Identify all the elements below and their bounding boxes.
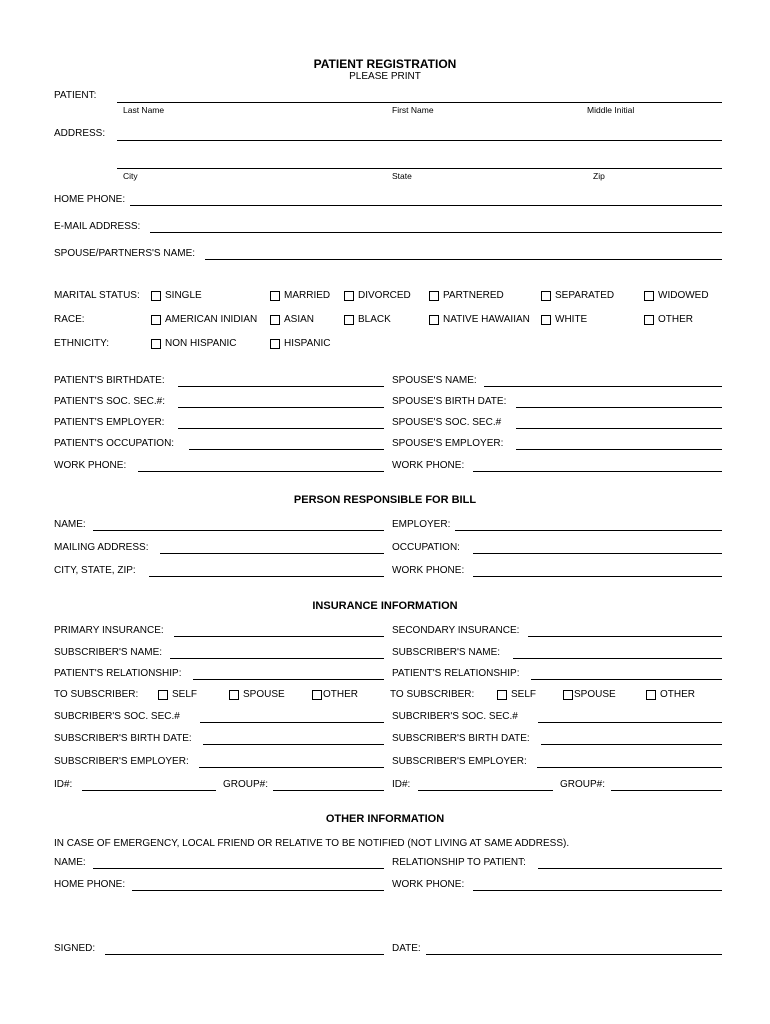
spouse-ssn-field[interactable] — [516, 428, 722, 429]
responsible-work-phone-label: WORK PHONE: — [392, 565, 465, 576]
home-phone-label: HOME PHONE: — [54, 194, 126, 205]
option-married: MARRIED — [284, 290, 331, 301]
emergency-relationship-label: RELATIONSHIP TO PATIENT: — [392, 857, 526, 868]
responsible-heading: PERSON RESPONSIBLE FOR BILL — [293, 494, 477, 506]
option-widowed: WIDOWED — [658, 290, 709, 301]
secondary-id-field[interactable] — [418, 790, 553, 791]
option-secondary-spouse: SPOUSE — [574, 689, 616, 700]
option-primary-spouse: SPOUSE — [243, 689, 285, 700]
checkbox-native-hawaiian[interactable] — [429, 315, 439, 325]
secondary-id-label: ID#: — [392, 779, 411, 790]
secondary-employer-field[interactable] — [537, 767, 722, 768]
checkbox-black[interactable] — [344, 315, 354, 325]
insurance-heading: INSURANCE INFORMATION — [312, 600, 458, 612]
primary-subscriber-name-label: SUBSCRIBER'S NAME: — [54, 647, 163, 658]
patient-ssn-label: PATIENT'S SOC. SEC.#: — [54, 396, 166, 407]
secondary-subscriber-name-field[interactable] — [513, 658, 722, 659]
spouse-ssn-label: SPOUSE'S SOC. SEC.# — [392, 417, 502, 428]
emergency-work-phone-label: WORK PHONE: — [392, 879, 465, 890]
patient-work-phone-label: WORK PHONE: — [54, 460, 127, 471]
checkbox-married[interactable] — [270, 291, 280, 301]
ethnicity-label: ETHNICITY: — [54, 338, 110, 349]
responsible-occupation-label: OCCUPATION: — [392, 542, 460, 553]
patient-ssn-field[interactable] — [178, 407, 384, 408]
option-native-hawaiian: NATIVE HAWAIIAN — [443, 314, 530, 325]
checkbox-divorced[interactable] — [344, 291, 354, 301]
primary-subscriber-name-field[interactable] — [170, 658, 384, 659]
option-secondary-self: SELF — [511, 689, 537, 700]
responsible-employer-field[interactable] — [455, 530, 722, 531]
spouse-work-phone-label: WORK PHONE: — [392, 460, 465, 471]
spouse-birthdate-label: SPOUSE'S BIRTH DATE: — [392, 396, 507, 407]
checkbox-asian[interactable] — [270, 315, 280, 325]
secondary-insurance-label: SECONDARY INSURANCE: — [392, 625, 520, 636]
secondary-group-field[interactable] — [611, 790, 722, 791]
option-partnered: PARTNERED — [443, 290, 504, 301]
checkbox-secondary-self[interactable] — [497, 690, 507, 700]
checkbox-primary-other[interactable] — [312, 690, 322, 700]
primary-insurance-field[interactable] — [174, 636, 384, 637]
mailing-address-label: MAILING ADDRESS: — [54, 542, 149, 553]
primary-soc-sec-field[interactable] — [200, 722, 384, 723]
secondary-group-label: GROUP#: — [560, 779, 606, 790]
home-phone-field[interactable] — [130, 205, 722, 206]
date-label: DATE: — [392, 943, 421, 954]
patient-work-phone-field[interactable] — [138, 471, 384, 472]
option-hispanic: HISPANIC — [284, 338, 331, 349]
email-label: E-MAIL ADDRESS: — [54, 221, 141, 232]
form-title: PATIENT REGISTRATION — [313, 57, 457, 71]
patient-label: PATIENT: — [54, 90, 97, 101]
spouse-name-field-2[interactable] — [484, 386, 722, 387]
checkbox-american-indian[interactable] — [151, 315, 161, 325]
secondary-employer-label: SUBSCRIBER'S EMPLOYER: — [392, 756, 527, 767]
race-label: RACE: — [54, 314, 85, 325]
mailing-address-field[interactable] — [160, 553, 384, 554]
spouse-employer-field[interactable] — [516, 449, 722, 450]
primary-employer-label: SUBSCRIBER'S EMPLOYER: — [54, 756, 189, 767]
checkbox-white[interactable] — [541, 315, 551, 325]
option-asian: ASIAN — [284, 314, 315, 325]
spouse-birthdate-field[interactable] — [516, 407, 722, 408]
secondary-to-subscriber-label: TO SUBSCRIBER: — [390, 689, 475, 700]
signed-label: SIGNED: — [54, 943, 96, 954]
secondary-soc-sec-field[interactable] — [538, 722, 722, 723]
primary-birth-date-label: SUBSCRIBER'S BIRTH DATE: — [54, 733, 192, 744]
form-subtitle: PLEASE PRINT — [349, 71, 421, 82]
patient-employer-label: PATIENT'S EMPLOYER: — [54, 417, 165, 428]
checkbox-secondary-spouse[interactable] — [563, 690, 573, 700]
date-field[interactable] — [426, 954, 722, 955]
option-primary-other: OTHER — [323, 689, 358, 700]
primary-group-label: GROUP#: — [223, 779, 269, 790]
patient-birthdate-field[interactable] — [178, 386, 384, 387]
spouse-name-label-2: SPOUSE'S NAME: — [392, 375, 477, 386]
patient-occupation-label: PATIENT'S OCCUPATION: — [54, 438, 175, 449]
checkbox-secondary-other[interactable] — [646, 690, 656, 700]
first-name-caption: First Name — [392, 105, 434, 115]
emergency-home-phone-field[interactable] — [132, 890, 384, 891]
primary-id-label: ID#: — [54, 779, 73, 790]
primary-soc-sec-label: SUBCRIBER'S SOC. SEC.# — [54, 711, 180, 722]
state-caption: State — [392, 171, 412, 181]
checkbox-partnered[interactable] — [429, 291, 439, 301]
responsible-occupation-field[interactable] — [473, 553, 722, 554]
option-non-hispanic: NON HISPANIC — [165, 338, 237, 349]
option-race-other: OTHER — [658, 314, 693, 325]
option-american-indian: AMERICAN INIDIAN — [165, 314, 258, 325]
responsible-work-phone-field[interactable] — [473, 576, 722, 577]
option-black: BLACK — [358, 314, 391, 325]
primary-group-field[interactable] — [273, 790, 384, 791]
zip-caption: Zip — [593, 171, 605, 181]
secondary-birth-date-label: SUBSCRIBER'S BIRTH DATE: — [392, 733, 530, 744]
emergency-home-phone-label: HOME PHONE: — [54, 879, 126, 890]
secondary-subscriber-name-label: SUBSCRIBER'S NAME: — [392, 647, 501, 658]
patient-birthdate-label: PATIENT'S BIRTHDATE: — [54, 375, 165, 386]
patient-name-field[interactable] — [117, 102, 722, 103]
secondary-soc-sec-label: SUBCRIBER'S SOC. SEC.# — [392, 711, 518, 722]
primary-birth-date-field[interactable] — [203, 744, 384, 745]
other-info-heading: OTHER INFORMATION — [325, 813, 445, 825]
option-divorced: DIVORCED — [358, 290, 411, 301]
secondary-insurance-field[interactable] — [528, 636, 722, 637]
responsible-employer-label: EMPLOYER: — [392, 519, 451, 530]
primary-to-subscriber-label: TO SUBSCRIBER: — [54, 689, 139, 700]
secondary-birth-date-field[interactable] — [541, 744, 722, 745]
emergency-work-phone-field[interactable] — [473, 890, 722, 891]
spouse-name-field[interactable] — [205, 259, 722, 260]
address-field[interactable] — [117, 140, 722, 141]
option-primary-self: SELF — [172, 689, 198, 700]
spouse-employer-label: SPOUSE'S EMPLOYER: — [392, 438, 504, 449]
checkbox-separated[interactable] — [541, 291, 551, 301]
address-label: ADDRESS: — [54, 128, 106, 139]
last-name-caption: Last Name — [123, 105, 165, 115]
responsible-name-field[interactable] — [93, 530, 384, 531]
option-single: SINGLE — [165, 290, 202, 301]
emergency-name-field[interactable] — [93, 868, 384, 869]
city-state-zip-label: CITY, STATE, ZIP: — [54, 565, 136, 576]
emergency-relationship-field[interactable] — [538, 868, 722, 869]
city-caption: City — [123, 171, 138, 181]
secondary-relationship-field[interactable] — [531, 679, 722, 680]
option-white: WHITE — [555, 314, 588, 325]
spouse-name-label: SPOUSE/PARTNERS'S NAME: — [54, 248, 196, 259]
primary-relationship-field[interactable] — [193, 679, 384, 680]
checkbox-primary-spouse[interactable] — [229, 690, 239, 700]
checkbox-single[interactable] — [151, 291, 161, 301]
primary-employer-field[interactable] — [199, 767, 384, 768]
secondary-relationship-label: PATIENT'S RELATIONSHIP: — [392, 668, 520, 679]
patient-employer-field[interactable] — [178, 428, 384, 429]
option-separated: SEPARATED — [555, 290, 615, 301]
checkbox-widowed[interactable] — [644, 291, 654, 301]
spouse-work-phone-field[interactable] — [473, 471, 722, 472]
emergency-name-label: NAME: — [54, 857, 86, 868]
marital-status-label: MARITAL STATUS: — [54, 290, 140, 301]
checkbox-race-other[interactable] — [644, 315, 654, 325]
city-state-zip-field[interactable] — [117, 168, 722, 169]
emergency-notice: IN CASE OF EMERGENCY, LOCAL FRIEND OR RELATIVE TO BE NOTIFIED (NOT LIVING AT SAME ADDRESS). — [54, 838, 570, 849]
primary-id-field[interactable] — [82, 790, 216, 791]
patient-occupation-field[interactable] — [189, 449, 384, 450]
middle-initial-caption: Middle Initial — [587, 105, 635, 115]
primary-relationship-label: PATIENT'S RELATIONSHIP: — [54, 668, 182, 679]
option-secondary-other: OTHER — [660, 689, 695, 700]
responsible-name-label: NAME: — [54, 519, 86, 530]
checkbox-hispanic[interactable] — [270, 339, 280, 349]
checkbox-primary-self[interactable] — [158, 690, 168, 700]
responsible-city-state-zip-field[interactable] — [149, 576, 384, 577]
email-field[interactable] — [150, 232, 722, 233]
checkbox-non-hispanic[interactable] — [151, 339, 161, 349]
signature-field[interactable] — [105, 954, 384, 955]
primary-insurance-label: PRIMARY INSURANCE: — [54, 625, 164, 636]
